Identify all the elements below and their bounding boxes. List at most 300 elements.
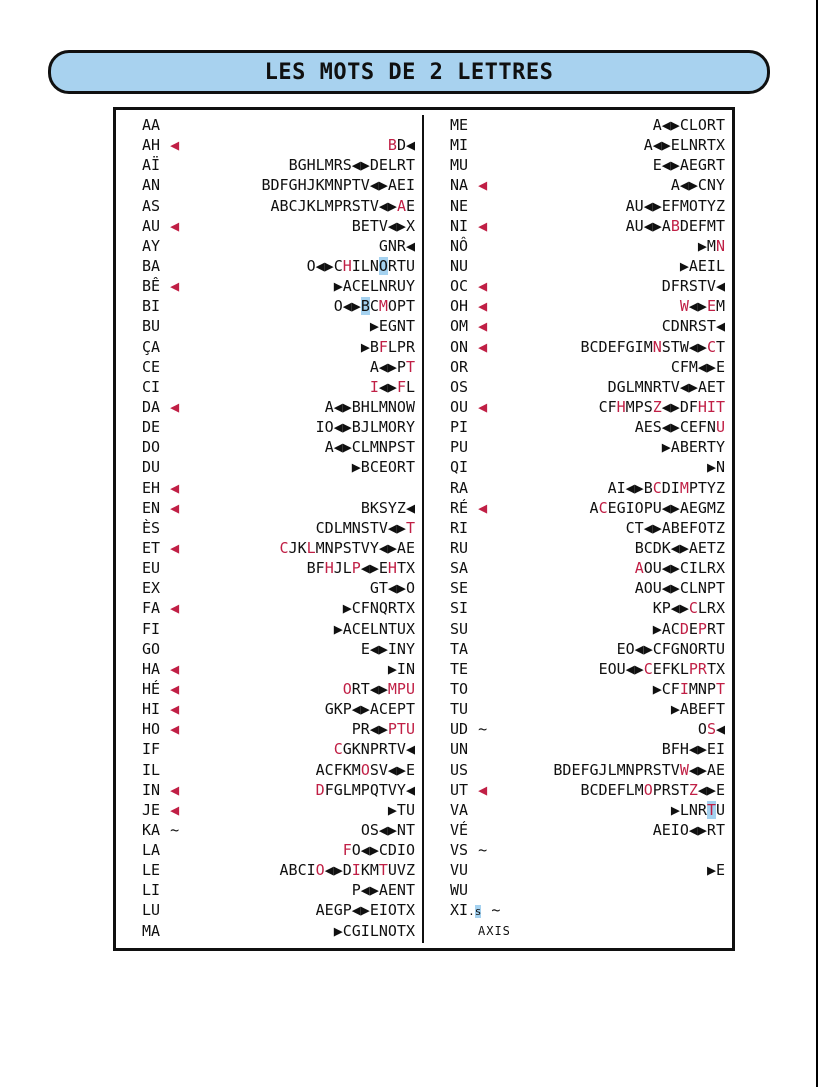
entry-extensions (370, 578, 415, 598)
word-row (116, 921, 422, 941)
letter-segment: F (396, 377, 406, 396)
entry-word (450, 639, 468, 659)
front-hook-only-triangle-icon: ◀ (170, 498, 180, 517)
entry-word (450, 619, 468, 639)
entry-word-text: CI (142, 377, 161, 396)
entry-word (450, 699, 468, 719)
entry-word-text: NU (450, 256, 469, 275)
front-hook-only-triangle-icon: ◀ (478, 297, 488, 316)
letter-segment: PR◀▶ (351, 720, 388, 739)
entry-word-text: US (450, 760, 469, 779)
word-row (424, 417, 732, 437)
entry-word (450, 115, 468, 135)
entry-word-text: VÉ (450, 820, 469, 839)
letter-segment: PTU (387, 720, 415, 739)
entry-word-text: AU (142, 216, 161, 235)
word-row (424, 659, 732, 679)
word-row (424, 619, 732, 639)
letter-segment: CT◀▶ABEFOTZ (625, 518, 725, 537)
letter-segment: ◀▶E (360, 559, 388, 578)
letter-segment: L (405, 377, 415, 396)
entry-word (142, 780, 179, 800)
letter-segment: M (679, 478, 689, 497)
word-row (424, 337, 732, 357)
entry-word (142, 921, 160, 941)
letter-segment: T (378, 861, 388, 880)
letter-segment: C (333, 740, 343, 759)
entry-word (450, 578, 468, 598)
front-hook-only-triangle-icon: ◀ (478, 176, 488, 195)
letter-segment: C (706, 337, 716, 356)
entry-word-text: HÉ (142, 679, 161, 698)
letter-segment: ▶ACELNTUX (333, 619, 415, 638)
entry-word-text: LE (142, 861, 161, 880)
letter-segment: AEGP◀▶EIOTX (315, 901, 415, 920)
letter-segment: IO◀▶BJLMORY (315, 418, 415, 437)
entry-word-text: RU (450, 538, 469, 557)
letter-segment: BCDEFGIM (580, 337, 653, 356)
word-row (116, 558, 422, 578)
entry-word-text: LA (142, 841, 161, 860)
letter-segment: C (652, 478, 662, 497)
entry-extensions (361, 337, 415, 357)
word-row (116, 578, 422, 598)
letter-segment: JL (333, 559, 352, 578)
word-row (116, 800, 422, 820)
word-row (424, 478, 732, 498)
entry-word (450, 820, 468, 840)
entry-word-text: IF (142, 740, 161, 759)
entry-word (142, 457, 160, 477)
entry-word (450, 558, 468, 578)
word-row (424, 196, 732, 216)
letter-segment: P (351, 559, 361, 578)
entry-extensions (662, 316, 725, 336)
entry-word-text: AY (142, 236, 161, 255)
letter-segment: A (634, 559, 644, 578)
letter-segment: T (715, 337, 725, 356)
letter-segment: O (697, 720, 707, 739)
entry-word-text: RI (450, 518, 469, 537)
word-row (424, 679, 732, 699)
entry-extensions (671, 800, 725, 820)
letter-segment: GT◀▶O (369, 579, 415, 598)
entry-extensions (325, 699, 415, 719)
entry-word (450, 518, 468, 538)
entry-extensions (316, 518, 415, 538)
letter-segment: AES◀▶CEFN (634, 418, 716, 437)
entry-word (142, 256, 160, 276)
entry-word-text: ET (142, 538, 161, 557)
letter-segment: GNR◀ (378, 236, 415, 255)
letter-segment: EO◀▶CFGNORTU (616, 639, 725, 658)
entry-word (142, 196, 160, 216)
entry-word-text: DE (142, 418, 161, 437)
letter-segment: BETV◀▶X (351, 216, 415, 235)
entry-word (142, 860, 160, 880)
entry-word (142, 478, 179, 498)
column-left (116, 115, 424, 943)
word-row (116, 820, 422, 840)
word-row (116, 639, 422, 659)
anagram-note: AXIS (478, 923, 511, 938)
entry-word (450, 216, 487, 236)
letter-segment: LRX (697, 599, 725, 618)
letter-segment: UVZ (387, 861, 415, 880)
letter-segment: LPR (387, 337, 415, 356)
entry-extensions (653, 820, 725, 840)
word-row (424, 840, 732, 860)
letter-segment: D◀ (396, 136, 415, 155)
word-list-table (113, 107, 735, 951)
word-row (116, 739, 422, 759)
word-row (424, 316, 732, 336)
letter-segment: ▶CFNQRTX (342, 599, 415, 618)
letter-segment: C (688, 599, 698, 618)
letter-segment: H (324, 559, 334, 578)
entry-extensions (653, 115, 725, 135)
word-row (424, 820, 732, 840)
entry-word-text: OC (450, 277, 469, 296)
word-row (424, 639, 732, 659)
entry-word (450, 236, 468, 256)
letter-segment: ABCI (279, 861, 316, 880)
word-row (116, 760, 422, 780)
letter-segment: B (387, 136, 397, 155)
letter-segment: I (679, 679, 689, 698)
letter-segment: MNPSTVY◀▶AE (315, 538, 415, 557)
entry-word-text: AS (142, 196, 161, 215)
entry-extensions (599, 397, 725, 417)
word-row (424, 598, 732, 618)
entry-extensions (334, 296, 415, 316)
letter-segment: PRST (652, 780, 689, 799)
entry-word (142, 900, 160, 920)
entry-word-text: AA (142, 116, 161, 134)
entry-word-text: FA (142, 599, 161, 618)
word-row (424, 135, 732, 155)
entry-word (450, 800, 468, 820)
entry-word (142, 417, 160, 437)
entry-word-text: UN (450, 740, 469, 759)
letter-segment: AI◀▶B (607, 478, 653, 497)
front-hook-only-triangle-icon: ◀ (170, 700, 180, 719)
entry-word (450, 478, 468, 498)
letter-segment: A (589, 498, 599, 517)
letter-segment: F (342, 841, 352, 860)
word-row (424, 558, 732, 578)
front-hook-only-triangle-icon: ◀ (170, 720, 180, 739)
entry-word-text: FI (142, 619, 161, 638)
entry-word-text: UD (450, 720, 469, 739)
letter-segment: C (369, 297, 379, 316)
front-hook-only-triangle-icon: ◀ (170, 599, 180, 618)
word-row (116, 880, 422, 900)
entry-extensions (334, 921, 415, 941)
entry-extensions (653, 619, 725, 639)
entry-word-text: TO (450, 679, 469, 698)
letter-segment: A◀▶BHLMNOW (324, 397, 415, 416)
entry-word (142, 216, 179, 236)
entry-word (450, 860, 468, 880)
entry-extensions (635, 578, 725, 598)
entry-word (142, 699, 179, 719)
entry-word (142, 558, 160, 578)
entry-extensions (352, 457, 415, 477)
letter-segment: ▶TU (387, 800, 415, 819)
word-row (116, 699, 422, 719)
entry-word (450, 417, 468, 437)
letter-segment: B (360, 297, 370, 316)
word-row (424, 437, 732, 457)
entry-word (450, 900, 500, 920)
word-row (424, 175, 732, 195)
entry-word (142, 619, 160, 639)
entry-extensions (361, 639, 415, 659)
letter-segment: BDFGHJKMNPTV◀▶AEI (261, 176, 415, 195)
word-row (424, 860, 732, 880)
front-hook-only-triangle-icon: ◀ (170, 800, 180, 819)
entry-extensions (626, 518, 725, 538)
entry-extensions (325, 437, 415, 457)
entry-suffix (468, 905, 481, 918)
letter-segment: U (715, 418, 725, 437)
letter-segment: DI (661, 478, 680, 497)
letter-segment: H (342, 256, 352, 275)
letter-segment: ▶AC (652, 619, 680, 638)
entry-word (450, 538, 468, 558)
entry-word (450, 357, 468, 377)
word-row (116, 860, 422, 880)
letter-segment: DGLMNRTV◀▶AET (607, 377, 725, 396)
letter-segment: ABCJKLMPRSTV◀▶ (270, 196, 397, 215)
letter-segment: ▶IN (387, 659, 415, 678)
entry-word-text: TE (450, 659, 469, 678)
letter-segment: DEFMT (679, 216, 725, 235)
entry-extensions (644, 135, 725, 155)
letter-segment: CDLMNSTV◀▶ (315, 518, 406, 537)
letter-segment: L (306, 538, 316, 557)
entry-word-text: RA (450, 478, 469, 497)
entry-word-text: DA (142, 397, 161, 416)
entry-extensions (307, 558, 415, 578)
entry-word-text: ÇA (142, 337, 161, 356)
letter-segment: CDNRST◀ (661, 317, 725, 336)
entry-extensions (671, 175, 725, 195)
letter-segment: SV◀▶E (369, 760, 415, 779)
entry-word-text: HI (142, 700, 161, 719)
entry-word-text: OS (450, 377, 469, 396)
entry-word-text: VS (450, 841, 469, 860)
letter-segment: E (405, 196, 415, 215)
front-hook-only-triangle-icon: ◀ (478, 216, 488, 235)
entry-word (450, 760, 468, 780)
word-row (424, 397, 732, 417)
entry-extensions (680, 296, 725, 316)
entry-extensions (361, 820, 415, 840)
entry-word (142, 538, 179, 558)
letter-segment: ▶AEIL (679, 256, 725, 275)
letter-segment: ▶LNR (670, 800, 707, 819)
entry-word-text: AÏ (142, 156, 161, 175)
entry-extensions (707, 457, 725, 477)
entry-word (142, 276, 179, 296)
word-row (116, 719, 422, 739)
entry-extensions (653, 598, 725, 618)
entry-extensions (325, 397, 415, 417)
entry-word (450, 679, 468, 699)
letter-segment: ◀▶AE (688, 760, 725, 779)
word-row (116, 196, 422, 216)
entry-word-text: IL (142, 760, 161, 779)
entry-word-text: DU (142, 458, 161, 477)
entry-word-text: OU (450, 397, 469, 416)
letter-segment: AOU◀▶CLNPT (634, 579, 725, 598)
word-row (424, 498, 732, 518)
entry-word (450, 155, 468, 175)
letter-segment: BKSYZ◀ (360, 498, 415, 517)
entry-word (450, 276, 487, 296)
entry-word-text: ÈS (142, 518, 161, 537)
entry-extensions (261, 175, 415, 195)
entry-word (450, 880, 468, 900)
letter-segment: . (468, 905, 475, 919)
word-row (116, 780, 422, 800)
entry-word (142, 115, 160, 135)
entry-word-text: BI (142, 297, 161, 316)
letter-segment: PTYZ (688, 478, 725, 497)
entry-word (142, 135, 179, 155)
entry-extensions (635, 538, 725, 558)
word-row (116, 598, 422, 618)
letter-segment: GKP◀▶ACEPT (324, 700, 415, 719)
letter-segment: T (715, 679, 725, 698)
entry-word-text: AH (142, 136, 161, 155)
letter-segment: ◀▶ (378, 377, 397, 396)
entry-word (142, 840, 160, 860)
word-row (424, 256, 732, 276)
entry-extensions (334, 739, 415, 759)
word-row (116, 679, 422, 699)
letter-segment: T (405, 357, 415, 376)
entry-extensions (316, 900, 415, 920)
letter-segment: O (315, 861, 325, 880)
entry-extensions (680, 256, 725, 276)
word-row (116, 900, 422, 920)
entry-word (450, 337, 487, 357)
letter-segment: OPT (387, 297, 415, 316)
entry-extensions (316, 417, 415, 437)
letter-segment: E (706, 297, 716, 316)
entry-word (450, 840, 487, 860)
word-row (424, 900, 732, 920)
letter-segment: RT◀▶ (351, 679, 388, 698)
entry-word-text: MI (450, 136, 469, 155)
entry-extensions (334, 619, 415, 639)
word-row (116, 397, 422, 417)
letter-segment: ▶E (706, 861, 725, 880)
word-row (116, 437, 422, 457)
word-row (116, 457, 422, 477)
entry-word-text: HA (142, 659, 161, 678)
entry-word-text: SA (450, 559, 469, 578)
word-row (116, 236, 422, 256)
entry-word (450, 598, 468, 618)
entry-word (142, 719, 179, 739)
entry-word-text: TA (450, 639, 469, 658)
invariable-tilde-marker: ~ (491, 901, 501, 920)
entry-word-text: XI (450, 901, 469, 920)
entry-word-text: LU (142, 901, 161, 920)
entry-extensions (707, 860, 725, 880)
front-hook-only-triangle-icon: ◀ (478, 317, 488, 336)
entry-extensions (662, 276, 725, 296)
entry-word-text: IN (142, 780, 161, 799)
letter-segment: ▶N (706, 458, 725, 477)
front-hook-only-triangle-icon: ◀ (170, 659, 180, 678)
letter-segment: ◀ (715, 720, 725, 739)
letter-segment: O (378, 256, 388, 275)
invariable-tilde-marker: ~ (170, 820, 180, 839)
letter-segment: STW◀▶ (661, 337, 707, 356)
entry-extensions (289, 155, 415, 175)
letter-segment: BCDEFLM (580, 780, 644, 799)
page-title: LES MOTS DE 2 LETTRES (264, 59, 554, 85)
word-row (424, 377, 732, 397)
letter-segment: EGIOPU◀▶AEGMZ (607, 498, 725, 517)
letter-segment: H (387, 559, 397, 578)
entry-word (142, 437, 160, 457)
letter-segment: P (697, 619, 707, 638)
entry-word-text: UT (450, 780, 469, 799)
word-row (116, 478, 422, 498)
letter-segment: A (396, 196, 406, 215)
letter-segment: AU◀▶A (625, 216, 671, 235)
letter-segment: ▶EGNT (369, 317, 415, 336)
entry-word-text: QI (450, 458, 469, 477)
letter-segment: M (378, 297, 388, 316)
entry-extensions (617, 639, 725, 659)
letter-segment: BF (306, 559, 325, 578)
entry-word-text: OM (450, 317, 469, 336)
front-hook-only-triangle-icon: ◀ (478, 780, 488, 799)
word-row (424, 719, 732, 739)
entry-extensions (388, 135, 415, 155)
front-hook-only-triangle-icon: ◀ (170, 478, 180, 497)
letter-segment: TX (706, 659, 725, 678)
entry-word (142, 377, 160, 397)
entry-word (450, 196, 468, 216)
letter-segment: O◀▶C (306, 256, 343, 275)
front-hook-only-triangle-icon: ◀ (170, 397, 180, 416)
word-row (116, 619, 422, 639)
entry-word-text: NI (450, 216, 469, 235)
entry-word-text: EH (142, 478, 161, 497)
word-row (424, 296, 732, 316)
word-row (116, 155, 422, 175)
entry-extensions (635, 558, 725, 578)
letter-segment: T (405, 518, 415, 537)
front-hook-only-triangle-icon: ◀ (170, 780, 180, 799)
word-row (116, 256, 422, 276)
word-row (116, 276, 422, 296)
page-edge-line (816, 0, 818, 1087)
entry-word (142, 800, 179, 820)
word-row (116, 498, 422, 518)
letter-segment: DFRSTV◀ (661, 277, 725, 296)
entry-word-text: BÊ (142, 277, 161, 296)
entry-extensions (599, 659, 725, 679)
